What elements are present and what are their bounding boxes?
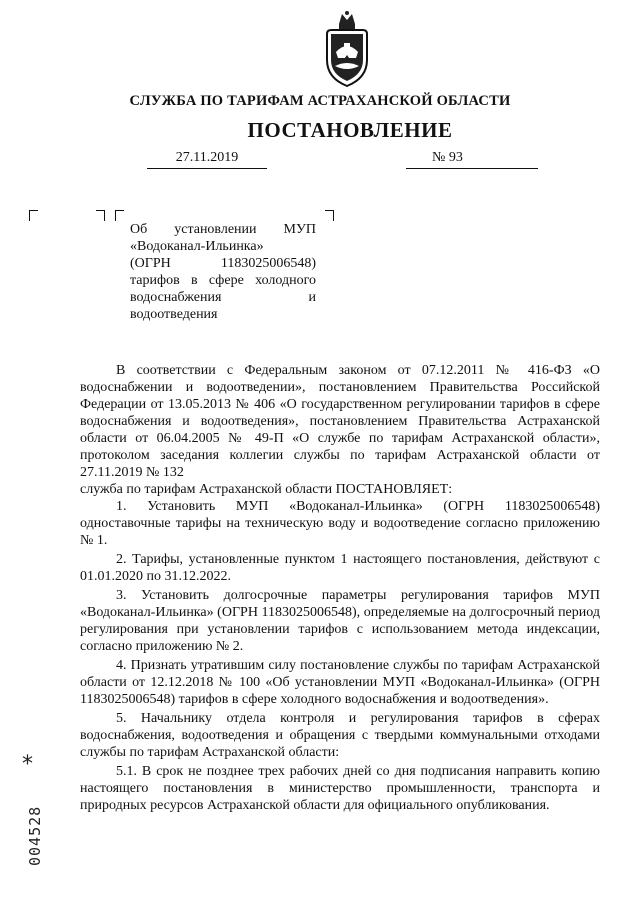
corner-mark [29,210,38,221]
paragraph-2: 2. Тарифы, установленные пунктом 1 настоящего постановления, действуют с 01.01.2020 по 31.12.2022. [80,552,600,584]
registration-stamp [6,752,46,866]
subject-line: (ОГРН 1183025006548) [130,256,316,271]
corner-mark [115,210,124,221]
paragraph-1: 1. Установить МУП «Водоканал-Ильинка» (ОГРН 1183025006548) одноставочные тарифы на техническую воду и водоотведение согласно приложению № 1. [80,499,600,548]
intro-paragraph: В соответствии с Федеральным законом от 07.12.2011 № 416-ФЗ «О водоснабжении и водоотведении», постановлением Правительства Российской Федерации от 13.05.2013 № 406 «О государственном регулировании тарифов в сфере водоснабжения и водоотведения», постановлением Правительства Астраханской области от 06.04.2005 № 49-П «О службе по тарифам Астраханской области», протоколом заседания коллегии службы по тарифам Астраханской области от 27.11.2019 № 132 [80,363,600,480]
subject-block [130,221,316,323]
subject-line: водоснабжения и [130,290,316,305]
subject-line: Об установлении МУП [130,222,316,237]
paragraph-4: 4. Признать утратившим силу постановление службы по тарифам Астраханской области от 12.12.2018 № 100 «Об установлении МУП «Водоканал-Ильинка» (ОГРН 1183025006548) тарифов в сфере холодного водоснабжения и водоотведения». [80,658,600,707]
document-title: ПОСТАНОВЛЕНИЕ [247,118,453,142]
paragraph-3: 3. Установить долгосрочные параметры регулирования тарифов МУП «Водоканал-Ильинка» (ОГРН 1183025006548), определяемые на долгосрочный период регулирования при установлении тарифов с использованием метода индексации, согласно приложению № 2. [80,588,600,654]
corner-mark [325,210,334,221]
stamp-star: * [22,752,33,777]
subject-line: тарифов в сфере холодного [130,273,316,288]
subject-line: «Водоканал-Ильинка» [130,239,264,254]
agency-name: СЛУЖБА ПО ТАРИФАМ АСТРАХАНСКОЙ ОБЛАСТИ [129,93,511,109]
document-number: № 93 [406,150,538,169]
document-date: 27.11.2019 [147,150,267,169]
coat-of-arms-icon [322,10,372,88]
paragraph-5-1: 5.1. В срок не позднее трех рабочих дней со дня подписания направить копию настоящего постановления в министерство промышленности, транспорта и природных ресурсов Астраханской области для официального опубликования. [80,764,600,813]
corner-mark [96,210,105,221]
subject-line: водоотведения [130,307,218,322]
resolves-line: служба по тарифам Астраханской области ПОСТАНОВЛЯЕТ: [80,482,453,497]
paragraph-5: 5. Начальнику отдела контроля и регулирования тарифов в сферах водоснабжения, водоотведения и обращения с твердыми коммунальными отходами службы по тарифам Астраханской области: [80,711,600,760]
document-body [80,362,600,814]
stamp-number: 004528 [26,805,44,866]
